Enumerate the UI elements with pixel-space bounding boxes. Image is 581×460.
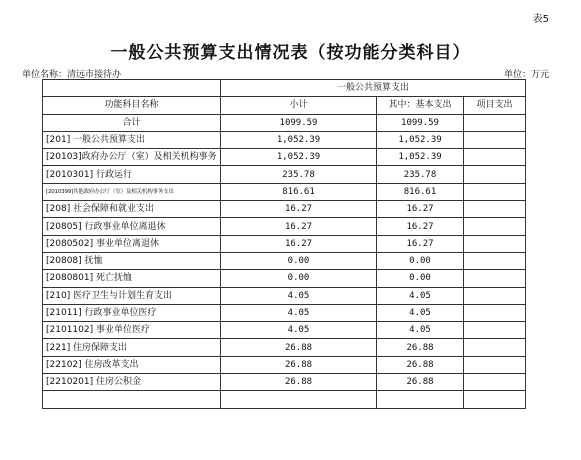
total-basic-cell: 1099.59 xyxy=(377,114,464,131)
currency-unit-label: 单位：万元 xyxy=(503,70,549,80)
row-name-cell: [20103]政府办公厅（室）及相关机构事务 xyxy=(43,149,221,166)
table-row xyxy=(43,201,526,218)
row-basic-cell: 1,052.39 xyxy=(377,131,464,148)
table-row xyxy=(43,270,526,287)
row-subtotal-cell: 4.05 xyxy=(221,322,377,339)
table-row xyxy=(43,252,526,269)
row-project-cell xyxy=(464,131,526,148)
row-name-cell: [221] 住房保障支出 xyxy=(43,339,221,356)
header-subtotal-cell: 小计 xyxy=(221,97,377,114)
row-basic-cell: 4.05 xyxy=(377,304,464,321)
row-project-cell xyxy=(464,252,526,269)
row-name-cell: [2210201] 住房公积金 xyxy=(43,374,221,391)
row-subtotal-cell: 1,052.39 xyxy=(221,149,377,166)
row-basic-cell: 26.88 xyxy=(377,356,464,373)
header-row-group xyxy=(43,80,526,97)
row-subtotal-cell: 1,052.39 xyxy=(221,131,377,148)
row-subtotal-cell: 4.05 xyxy=(221,304,377,321)
row-subtotal-cell: 4.05 xyxy=(221,287,377,304)
table-row xyxy=(43,166,526,183)
header-blank-cell xyxy=(43,80,221,97)
table-row xyxy=(43,391,526,408)
row-subtotal-cell xyxy=(221,391,377,408)
row-subtotal-cell: 816.61 xyxy=(221,183,377,200)
table-row xyxy=(43,356,526,373)
row-basic-cell: 816.61 xyxy=(377,183,464,200)
row-subtotal-cell: 16.27 xyxy=(221,218,377,235)
row-project-cell xyxy=(464,322,526,339)
table-row xyxy=(43,149,526,166)
row-basic-cell: 1,052.39 xyxy=(377,149,464,166)
row-subtotal-cell: 0.00 xyxy=(221,252,377,269)
row-project-cell xyxy=(464,149,526,166)
row-project-cell xyxy=(464,356,526,373)
page-title: 一般公共预算支出情况表（按功能分类科目） xyxy=(110,43,471,63)
table-row xyxy=(43,374,526,391)
row-basic-cell: 4.05 xyxy=(377,287,464,304)
total-label-cell: 合计 xyxy=(43,114,221,131)
row-basic-cell: 235.78 xyxy=(377,166,464,183)
row-subtotal-cell: 235.78 xyxy=(221,166,377,183)
row-name-cell: [20805] 行政事业单位离退休 xyxy=(43,218,221,235)
total-row xyxy=(43,114,526,131)
row-basic-cell: 16.27 xyxy=(377,218,464,235)
row-subtotal-cell: 26.88 xyxy=(221,374,377,391)
unit-info-row xyxy=(22,67,549,79)
row-name-cell: [2101102] 事业单位医疗 xyxy=(43,322,221,339)
table-row xyxy=(43,339,526,356)
row-name-cell: [2010399]其他政府办公厅（室）及相关机构事务支出 xyxy=(43,183,221,200)
table-row xyxy=(43,183,526,200)
row-name-cell: [20808] 抚恤 xyxy=(43,252,221,269)
header-group-cell: 一般公共预算支出 xyxy=(221,80,526,97)
table-row xyxy=(43,218,526,235)
row-subtotal-cell: 16.27 xyxy=(221,201,377,218)
row-name-cell: [2080502] 事业单位离退休 xyxy=(43,235,221,252)
row-basic-cell: 16.27 xyxy=(377,235,464,252)
row-project-cell xyxy=(464,166,526,183)
total-subtotal-cell: 1099.59 xyxy=(221,114,377,131)
header-name-cell: 功能科目名称 xyxy=(43,97,221,114)
row-name-cell: [22102] 住房改革支出 xyxy=(43,356,221,373)
table-row xyxy=(43,287,526,304)
row-project-cell xyxy=(464,391,526,408)
header-basic-cell: 其中：基本支出 xyxy=(377,97,464,114)
row-project-cell xyxy=(464,287,526,304)
table-row xyxy=(43,304,526,321)
row-basic-cell: 0.00 xyxy=(377,252,464,269)
row-name-cell: [21011] 行政事业单位医疗 xyxy=(43,304,221,321)
row-subtotal-cell: 26.88 xyxy=(221,356,377,373)
row-project-cell xyxy=(464,218,526,235)
table-row xyxy=(43,322,526,339)
row-name-cell: [2080801] 死亡抚恤 xyxy=(43,270,221,287)
row-project-cell xyxy=(464,304,526,321)
table-number: 表5 xyxy=(532,14,549,25)
row-project-cell xyxy=(464,183,526,200)
row-project-cell xyxy=(464,201,526,218)
row-project-cell xyxy=(464,339,526,356)
row-name-cell: [201] 一般公共预算支出 xyxy=(43,131,221,148)
table-row xyxy=(43,235,526,252)
table-row xyxy=(43,131,526,148)
header-project-cell: 项目支出 xyxy=(464,97,526,114)
row-basic-cell: 0.00 xyxy=(377,270,464,287)
row-subtotal-cell: 0.00 xyxy=(221,270,377,287)
row-name-cell: [210] 医疗卫生与计划生育支出 xyxy=(43,287,221,304)
row-project-cell xyxy=(464,235,526,252)
row-basic-cell: 4.05 xyxy=(377,322,464,339)
unit-name-label: 单位名称：清远市接待办 xyxy=(22,70,122,80)
row-name-cell: [2010301] 行政运行 xyxy=(43,166,221,183)
row-basic-cell: 26.88 xyxy=(377,339,464,356)
row-subtotal-cell: 26.88 xyxy=(221,339,377,356)
row-project-cell xyxy=(464,374,526,391)
header-row-columns xyxy=(43,97,526,114)
budget-table xyxy=(42,79,526,409)
row-basic-cell: 16.27 xyxy=(377,201,464,218)
row-project-cell xyxy=(464,270,526,287)
row-basic-cell xyxy=(377,391,464,408)
row-name-cell: [208] 社会保障和就业支出 xyxy=(43,201,221,218)
row-subtotal-cell: 16.27 xyxy=(221,235,377,252)
total-project-cell xyxy=(464,114,526,131)
row-name-cell xyxy=(43,391,221,408)
row-basic-cell: 26.88 xyxy=(377,374,464,391)
